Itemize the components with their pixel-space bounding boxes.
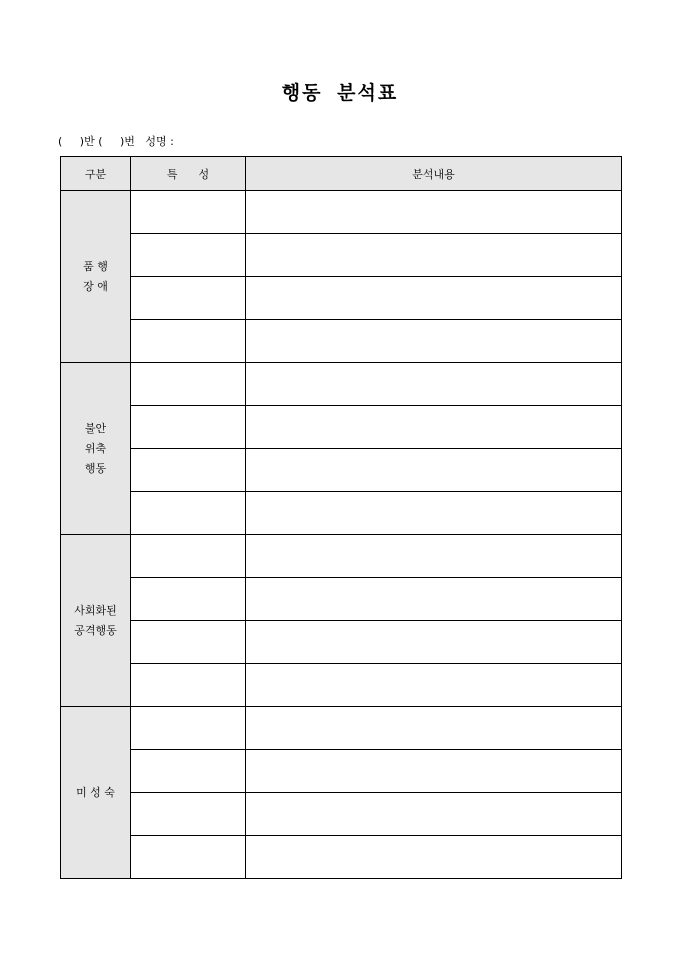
trait-cell[interactable] [131, 621, 246, 664]
table-row [61, 191, 622, 234]
table-row [61, 234, 622, 277]
analysis-cell[interactable] [246, 707, 622, 750]
trait-cell[interactable] [131, 707, 246, 750]
trait-cell[interactable] [131, 836, 246, 879]
analysis-cell[interactable] [246, 406, 622, 449]
trait-cell[interactable] [131, 234, 246, 277]
header-trait: 특 성 [131, 157, 246, 191]
table-row [61, 578, 622, 621]
analysis-cell[interactable] [246, 492, 622, 535]
table-row [61, 621, 622, 664]
table-row [61, 793, 622, 836]
category-immaturity [61, 707, 131, 879]
analysis-cell[interactable] [246, 664, 622, 707]
table-row [61, 320, 622, 363]
header-analysis: 분석내용 [246, 157, 622, 191]
trait-cell[interactable] [131, 793, 246, 836]
table-header-row [61, 157, 622, 191]
table-row [61, 277, 622, 320]
trait-cell[interactable] [131, 492, 246, 535]
category-label-line: 불안 [84, 421, 107, 435]
analysis-cell[interactable] [246, 449, 622, 492]
category-label-line: 미 성 숙 [76, 785, 115, 799]
trait-cell[interactable] [131, 363, 246, 406]
table-row [61, 750, 622, 793]
student-info-line: ( )반 ( )번 성명 : [58, 135, 174, 148]
trait-cell[interactable] [131, 664, 246, 707]
analysis-cell[interactable] [246, 793, 622, 836]
table-row [61, 363, 622, 406]
behavior-analysis-table [60, 156, 622, 879]
table-row [61, 707, 622, 750]
analysis-cell[interactable] [246, 535, 622, 578]
category-label-line: 위축 [84, 441, 107, 455]
analysis-cell[interactable] [246, 191, 622, 234]
category-label-line: 장 애 [83, 279, 108, 293]
trait-cell[interactable] [131, 191, 246, 234]
category-label-line: 행동 [84, 461, 107, 475]
table-row [61, 406, 622, 449]
analysis-cell[interactable] [246, 621, 622, 664]
trait-cell[interactable] [131, 277, 246, 320]
trait-cell[interactable] [131, 449, 246, 492]
category-label-line: 공격행동 [74, 623, 117, 637]
table-row [61, 492, 622, 535]
table-row [61, 449, 622, 492]
analysis-cell[interactable] [246, 277, 622, 320]
category-socialized-aggression [61, 535, 131, 707]
trait-cell[interactable] [131, 535, 246, 578]
trait-cell[interactable] [131, 320, 246, 363]
analysis-cell[interactable] [246, 320, 622, 363]
category-anxiety-withdrawal [61, 363, 131, 535]
category-label-line: 사회화된 [74, 603, 117, 617]
analysis-cell[interactable] [246, 836, 622, 879]
analysis-cell[interactable] [246, 578, 622, 621]
table-row [61, 664, 622, 707]
category-conduct-disorder [61, 191, 131, 363]
trait-cell[interactable] [131, 750, 246, 793]
page-title: 행동 분석표 [281, 82, 399, 104]
analysis-cell[interactable] [246, 234, 622, 277]
analysis-cell[interactable] [246, 363, 622, 406]
trait-cell[interactable] [131, 406, 246, 449]
table-row [61, 535, 622, 578]
table-row [61, 836, 622, 879]
category-label-line: 품 행 [83, 259, 108, 273]
analysis-cell[interactable] [246, 750, 622, 793]
header-category: 구분 [61, 157, 131, 191]
trait-cell[interactable] [131, 578, 246, 621]
